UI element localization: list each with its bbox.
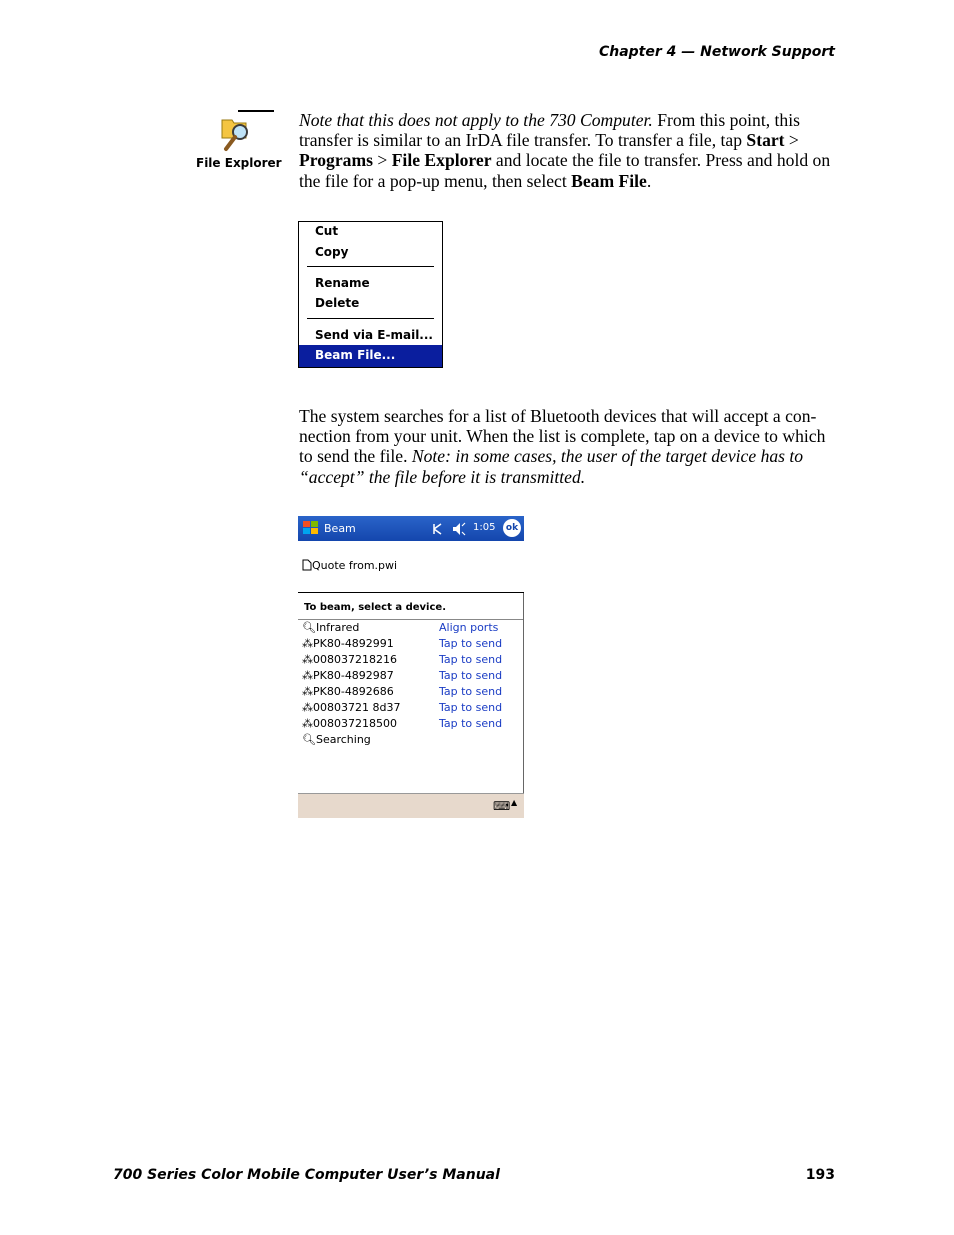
beam-screen xyxy=(298,516,524,818)
tap-to-send-link[interactable]: Tap to send xyxy=(439,653,503,666)
bluetooth-icon: ⁂ xyxy=(302,653,313,666)
file-explorer-label: File Explorer xyxy=(196,156,282,170)
menu-item-delete[interactable]: Delete xyxy=(315,296,360,310)
menu-item-copy[interactable]: Copy xyxy=(315,245,349,259)
file-explorer-icon xyxy=(220,114,254,154)
align-ports-link[interactable]: Align ports xyxy=(439,621,499,634)
device-row[interactable]: ⁂PK80-4892686 Tap to send xyxy=(302,685,503,698)
device-row[interactable]: ⁂008037218216 Tap to send xyxy=(302,653,503,666)
menu-item-beam-file[interactable]: Beam File... xyxy=(299,345,442,367)
file-name-row: Quote from.pwi xyxy=(302,559,397,572)
page-number: 193 xyxy=(805,1167,835,1183)
divider xyxy=(238,110,274,112)
device-row-infrared[interactable]: 🔍︎Infrared Align ports xyxy=(302,621,499,634)
menu-item-send-email[interactable]: Send via E-mail... xyxy=(315,328,433,342)
device-row[interactable]: ⁂00803721 8d37 Tap to send xyxy=(302,701,503,714)
device-row[interactable]: ⁂008037218500 Tap to send xyxy=(302,717,503,730)
title-bar xyxy=(298,516,524,541)
bluetooth-icon: ⁂ xyxy=(302,701,313,714)
bluetooth-icon: ⁂ xyxy=(302,717,313,730)
ok-button[interactable]: ok xyxy=(503,519,521,537)
search-icon: 🔍︎ xyxy=(302,733,316,746)
device-row[interactable]: ⁂PK80-4892987 Tap to send xyxy=(302,669,503,682)
chevron-up-icon[interactable]: ▲ xyxy=(511,798,518,807)
tap-to-send-link[interactable]: Tap to send xyxy=(439,701,503,714)
beam-prompt: To beam, select a device. xyxy=(304,602,446,613)
manual-title: 700 Series Color Mobile Computer User’s Manual xyxy=(113,1167,500,1183)
paragraph-intro: Note that this does not apply to the 730 Computer. From this point, this transfer is similar to an IrDA file transfer. To transfer a file, tap Start > Programs > File Explorer and locate the file to transfer. Press and hold on the file for a pop-up menu, then select Beam File. xyxy=(299,110,831,191)
list-border xyxy=(523,593,524,817)
clock[interactable]: 1:05 xyxy=(473,522,496,533)
document-icon xyxy=(302,559,312,571)
menu-item-rename[interactable]: Rename xyxy=(315,276,370,290)
speaker-icon[interactable] xyxy=(452,522,466,536)
device-row[interactable]: ⁂PK80-4892991 Tap to send xyxy=(302,637,503,650)
paragraph-search: The system searches for a list of Bluetooth devices that will accept a con-nection from your unit. When the list is complete, tap on a device to which to send the file. Note: in some cases, the user of the target device has to “accept” the file before it is transmitted. xyxy=(299,406,826,487)
page-header: Chapter 4 — Network Support xyxy=(598,44,835,60)
separator-line xyxy=(298,619,524,620)
menu-separator xyxy=(307,266,434,267)
windows-start-icon[interactable] xyxy=(301,519,321,537)
tap-to-send-link[interactable]: Tap to send xyxy=(439,717,503,730)
tap-to-send-link[interactable]: Tap to send xyxy=(439,685,503,698)
search-icon: 🔍︎ xyxy=(302,621,316,634)
menu-item-cut[interactable]: Cut xyxy=(315,224,339,238)
page-footer xyxy=(113,1167,835,1183)
searching-row: 🔍︎Searching xyxy=(302,733,371,746)
connectivity-icon[interactable] xyxy=(432,522,444,536)
menu-bar xyxy=(298,793,524,818)
bluetooth-icon: ⁂ xyxy=(302,685,313,698)
title-label: Beam xyxy=(324,522,356,535)
tap-to-send-link[interactable]: Tap to send xyxy=(439,669,503,682)
menu-separator xyxy=(307,318,434,319)
tap-to-send-link[interactable]: Tap to send xyxy=(439,637,503,650)
keyboard-icon[interactable]: ⌨ xyxy=(493,799,511,813)
bluetooth-icon: ⁂ xyxy=(302,637,313,650)
separator-line xyxy=(298,592,524,593)
popup-menu xyxy=(298,221,443,368)
bluetooth-icon: ⁂ xyxy=(302,669,313,682)
